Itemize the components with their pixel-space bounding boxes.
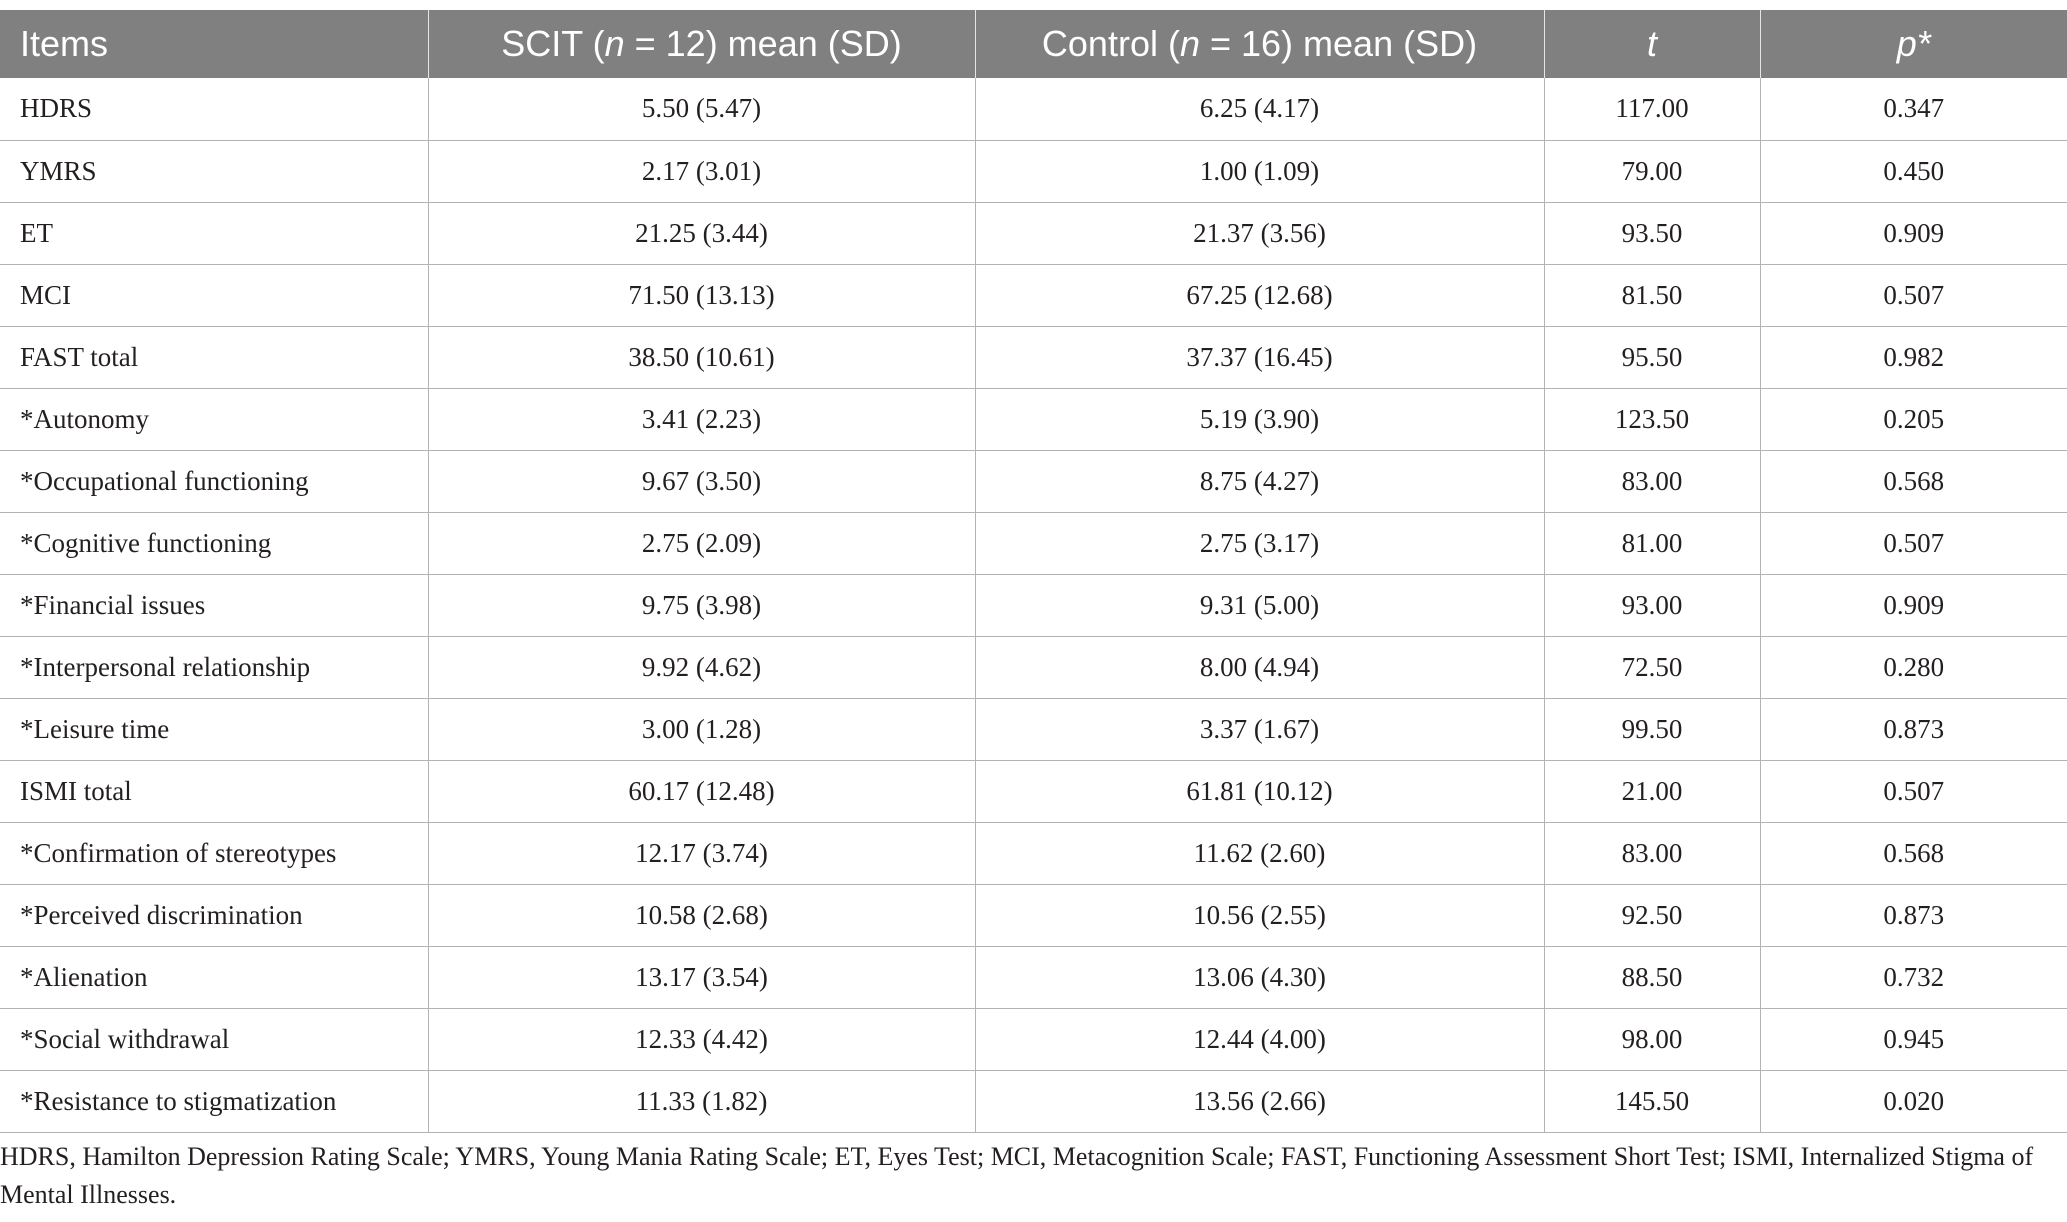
cell-item: *Interpersonal relationship xyxy=(0,636,428,698)
cell-control-mean-sd: 2.75 (3.17) xyxy=(975,512,1544,574)
cell-p-value: 0.568 xyxy=(1760,450,2067,512)
cell-item: *Perceived discrimination xyxy=(0,884,428,946)
cell-p-value: 0.873 xyxy=(1760,698,2067,760)
table-row xyxy=(0,1008,2067,1070)
cell-t-value: 81.50 xyxy=(1544,264,1760,326)
cell-item: *Alienation xyxy=(0,946,428,1008)
cell-control-mean-sd: 3.37 (1.67) xyxy=(975,698,1544,760)
cell-t-value: 83.00 xyxy=(1544,822,1760,884)
cell-p-value: 0.732 xyxy=(1760,946,2067,1008)
cell-p-value: 0.450 xyxy=(1760,140,2067,202)
cell-control-mean-sd: 61.81 (10.12) xyxy=(975,760,1544,822)
cell-item: *Financial issues xyxy=(0,574,428,636)
results-table xyxy=(0,10,2067,1133)
cell-t-value: 98.00 xyxy=(1544,1008,1760,1070)
table-row xyxy=(0,636,2067,698)
cell-item: *Resistance to stigmatization xyxy=(0,1070,428,1132)
cell-scit-mean-sd: 71.50 (13.13) xyxy=(428,264,975,326)
cell-scit-mean-sd: 9.75 (3.98) xyxy=(428,574,975,636)
table-row xyxy=(0,884,2067,946)
cell-control-mean-sd: 5.19 (3.90) xyxy=(975,388,1544,450)
cell-t-value: 99.50 xyxy=(1544,698,1760,760)
table-row xyxy=(0,574,2067,636)
cell-scit-mean-sd: 9.67 (3.50) xyxy=(428,450,975,512)
cell-scit-mean-sd: 2.75 (2.09) xyxy=(428,512,975,574)
cell-item: *Leisure time xyxy=(0,698,428,760)
cell-p-value: 0.347 xyxy=(1760,78,2067,140)
cell-control-mean-sd: 10.56 (2.55) xyxy=(975,884,1544,946)
header-scit-n: n xyxy=(604,23,625,64)
table-footnote: HDRS, Hamilton Depression Rating Scale; YMRS, Young Mania Rating Scale; ET, Eyes Test; MCI, Metacognition Scale; FAST, Functioning Assessment Short Test; ISMI, Internalized Stigma of Mental Illnesses. xyxy=(0,1142,2034,1209)
cell-control-mean-sd: 8.00 (4.94) xyxy=(975,636,1544,698)
cell-t-value: 21.00 xyxy=(1544,760,1760,822)
table-row xyxy=(0,946,2067,1008)
header-p-label: p* xyxy=(1896,23,1931,64)
cell-t-value: 88.50 xyxy=(1544,946,1760,1008)
table-row xyxy=(0,698,2067,760)
cell-p-value: 0.909 xyxy=(1760,202,2067,264)
cell-p-value: 0.280 xyxy=(1760,636,2067,698)
cell-t-value: 93.00 xyxy=(1544,574,1760,636)
cell-control-mean-sd: 1.00 (1.09) xyxy=(975,140,1544,202)
header-control-prefix: Control ( xyxy=(1041,23,1180,64)
cell-p-value: 0.507 xyxy=(1760,512,2067,574)
cell-scit-mean-sd: 12.33 (4.42) xyxy=(428,1008,975,1070)
cell-scit-mean-sd: 38.50 (10.61) xyxy=(428,326,975,388)
cell-item: *Social withdrawal xyxy=(0,1008,428,1070)
table-row xyxy=(0,512,2067,574)
cell-t-value: 72.50 xyxy=(1544,636,1760,698)
cell-scit-mean-sd: 13.17 (3.54) xyxy=(428,946,975,1008)
cell-item: *Confirmation of stereotypes xyxy=(0,822,428,884)
cell-control-mean-sd: 6.25 (4.17) xyxy=(975,78,1544,140)
cell-p-value: 0.873 xyxy=(1760,884,2067,946)
table-header xyxy=(0,10,2067,78)
cell-control-mean-sd: 8.75 (4.27) xyxy=(975,450,1544,512)
cell-item: MCI xyxy=(0,264,428,326)
cell-control-mean-sd: 37.37 (16.45) xyxy=(975,326,1544,388)
cell-scit-mean-sd: 12.17 (3.74) xyxy=(428,822,975,884)
cell-scit-mean-sd: 5.50 (5.47) xyxy=(428,78,975,140)
header-scit-suffix: = 12) mean (SD) xyxy=(624,23,902,64)
cell-scit-mean-sd: 60.17 (12.48) xyxy=(428,760,975,822)
table-row xyxy=(0,202,2067,264)
header-control-n: n xyxy=(1179,23,1200,64)
table-row xyxy=(0,140,2067,202)
cell-item: ET xyxy=(0,202,428,264)
cell-t-value: 145.50 xyxy=(1544,1070,1760,1132)
cell-t-value: 81.00 xyxy=(1544,512,1760,574)
header-scit xyxy=(428,10,975,78)
cell-control-mean-sd: 21.37 (3.56) xyxy=(975,202,1544,264)
cell-t-value: 79.00 xyxy=(1544,140,1760,202)
cell-p-value: 0.945 xyxy=(1760,1008,2067,1070)
results-table-container xyxy=(0,10,2067,1133)
table-row xyxy=(0,388,2067,450)
table-row xyxy=(0,760,2067,822)
header-items xyxy=(0,10,428,78)
cell-item: FAST total xyxy=(0,326,428,388)
header-row xyxy=(0,10,2067,78)
cell-control-mean-sd: 11.62 (2.60) xyxy=(975,822,1544,884)
cell-scit-mean-sd: 11.33 (1.82) xyxy=(428,1070,975,1132)
cell-t-value: 95.50 xyxy=(1544,326,1760,388)
cell-control-mean-sd: 67.25 (12.68) xyxy=(975,264,1544,326)
cell-control-mean-sd: 13.06 (4.30) xyxy=(975,946,1544,1008)
cell-p-value: 0.507 xyxy=(1760,264,2067,326)
cell-scit-mean-sd: 3.41 (2.23) xyxy=(428,388,975,450)
header-items-label: Items xyxy=(20,23,109,64)
cell-item: HDRS xyxy=(0,78,428,140)
cell-t-value: 123.50 xyxy=(1544,388,1760,450)
table-row xyxy=(0,264,2067,326)
cell-p-value: 0.982 xyxy=(1760,326,2067,388)
table-body xyxy=(0,78,2067,1132)
cell-p-value: 0.507 xyxy=(1760,760,2067,822)
cell-item: YMRS xyxy=(0,140,428,202)
cell-scit-mean-sd: 3.00 (1.28) xyxy=(428,698,975,760)
table-row xyxy=(0,822,2067,884)
table-row xyxy=(0,78,2067,140)
table-row xyxy=(0,450,2067,512)
cell-control-mean-sd: 9.31 (5.00) xyxy=(975,574,1544,636)
cell-scit-mean-sd: 9.92 (4.62) xyxy=(428,636,975,698)
cell-item: *Occupational functioning xyxy=(0,450,428,512)
cell-t-value: 117.00 xyxy=(1544,78,1760,140)
header-scit-prefix: SCIT ( xyxy=(501,23,605,64)
header-p xyxy=(1760,10,2067,78)
cell-t-value: 92.50 xyxy=(1544,884,1760,946)
cell-scit-mean-sd: 2.17 (3.01) xyxy=(428,140,975,202)
cell-p-value: 0.568 xyxy=(1760,822,2067,884)
header-t-label: t xyxy=(1646,23,1657,64)
cell-item: ISMI total xyxy=(0,760,428,822)
cell-scit-mean-sd: 10.58 (2.68) xyxy=(428,884,975,946)
cell-p-value: 0.909 xyxy=(1760,574,2067,636)
cell-item: *Autonomy xyxy=(0,388,428,450)
cell-p-value: 0.205 xyxy=(1760,388,2067,450)
cell-p-value: 0.020 xyxy=(1760,1070,2067,1132)
cell-control-mean-sd: 13.56 (2.66) xyxy=(975,1070,1544,1132)
header-t xyxy=(1544,10,1760,78)
cell-control-mean-sd: 12.44 (4.00) xyxy=(975,1008,1544,1070)
header-control xyxy=(975,10,1544,78)
header-control-suffix: = 16) mean (SD) xyxy=(1199,23,1478,64)
cell-t-value: 93.50 xyxy=(1544,202,1760,264)
table-row xyxy=(0,326,2067,388)
cell-item: *Cognitive functioning xyxy=(0,512,428,574)
cell-t-value: 83.00 xyxy=(1544,450,1760,512)
cell-scit-mean-sd: 21.25 (3.44) xyxy=(428,202,975,264)
table-row xyxy=(0,1070,2067,1132)
